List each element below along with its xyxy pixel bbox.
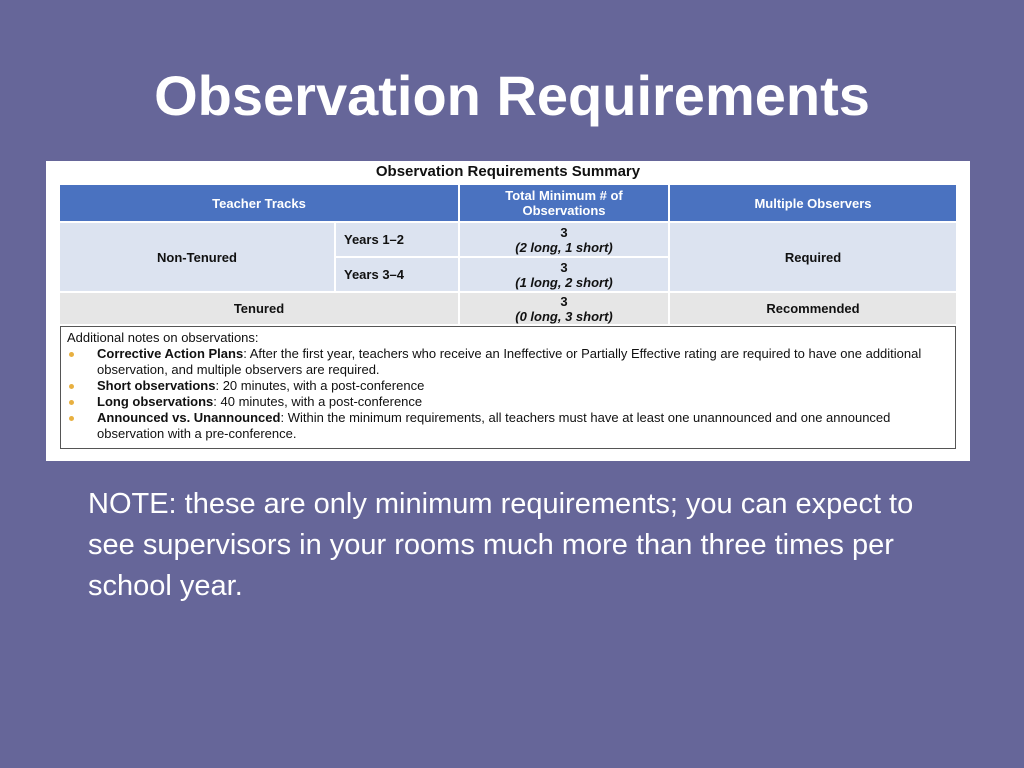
note-term: Corrective Action Plans (97, 346, 244, 361)
note-term: Long observations (97, 394, 214, 409)
note-item (67, 346, 949, 378)
note-item (67, 394, 949, 410)
note-term: Announced vs. Unannounced (97, 410, 281, 425)
header-multiple-observers: Multiple Observers (670, 185, 956, 223)
header-total-minimum-line1: Total Minimum # of (505, 188, 623, 203)
bullet-icon (69, 352, 74, 357)
note-term: Short observations (97, 378, 216, 393)
years-1-2-detail: (2 long, 1 short) (515, 239, 613, 255)
years-1-2-label: Years 1–2 (336, 223, 460, 258)
bullet-icon (69, 416, 74, 421)
notes-intro: Additional notes on observations: (67, 330, 259, 345)
observation-summary-table (46, 161, 970, 461)
track-tenured: Tenured (60, 293, 460, 326)
slide-note: NOTE: these are only minimum requirements; you can expect to see supervisors in your rooms much more than three times per school year. (88, 488, 914, 602)
tenured-detail: (0 long, 3 short) (515, 308, 613, 324)
note-item (67, 378, 949, 394)
non-tenured-observers: Required (670, 223, 956, 293)
tenured-observers: Recommended (670, 293, 956, 326)
tenured-count-cell (460, 293, 670, 326)
additional-notes (60, 326, 956, 449)
years-3-4-detail: (1 long, 2 short) (515, 274, 613, 290)
years-3-4-count: 3 (560, 259, 568, 275)
years-1-2-count: 3 (560, 224, 568, 240)
bullet-icon (69, 400, 74, 405)
table-title: Observation Requirements Summary (375, 163, 641, 180)
notes-list (67, 346, 949, 442)
tenured-count: 3 (560, 293, 568, 309)
header-total-minimum (460, 185, 670, 223)
header-total-minimum-line2: Observations (522, 203, 606, 218)
note-text: : After the first year, teachers who receive an Ineffective or Partially Effective rating are required to have one additional observation, and multiple observers are required. (97, 346, 922, 377)
bullet-icon (69, 384, 74, 389)
years-3-4-count-cell (460, 258, 670, 293)
note-item (67, 410, 949, 442)
track-non-tenured: Non-Tenured (60, 223, 336, 293)
years-3-4-label: Years 3–4 (336, 258, 460, 293)
note-text: : 20 minutes, with a post-conference (215, 378, 425, 393)
note-text: : Within the minimum requirements, all teachers must have at least one unannounced and one announced observation with a pre-conference. (97, 410, 891, 441)
slide-title: Observation Requirements (154, 64, 870, 127)
note-text: : 40 minutes, with a post-conference (213, 394, 423, 409)
header-teacher-tracks: Teacher Tracks (60, 185, 460, 223)
years-1-2-count-cell (460, 223, 670, 258)
